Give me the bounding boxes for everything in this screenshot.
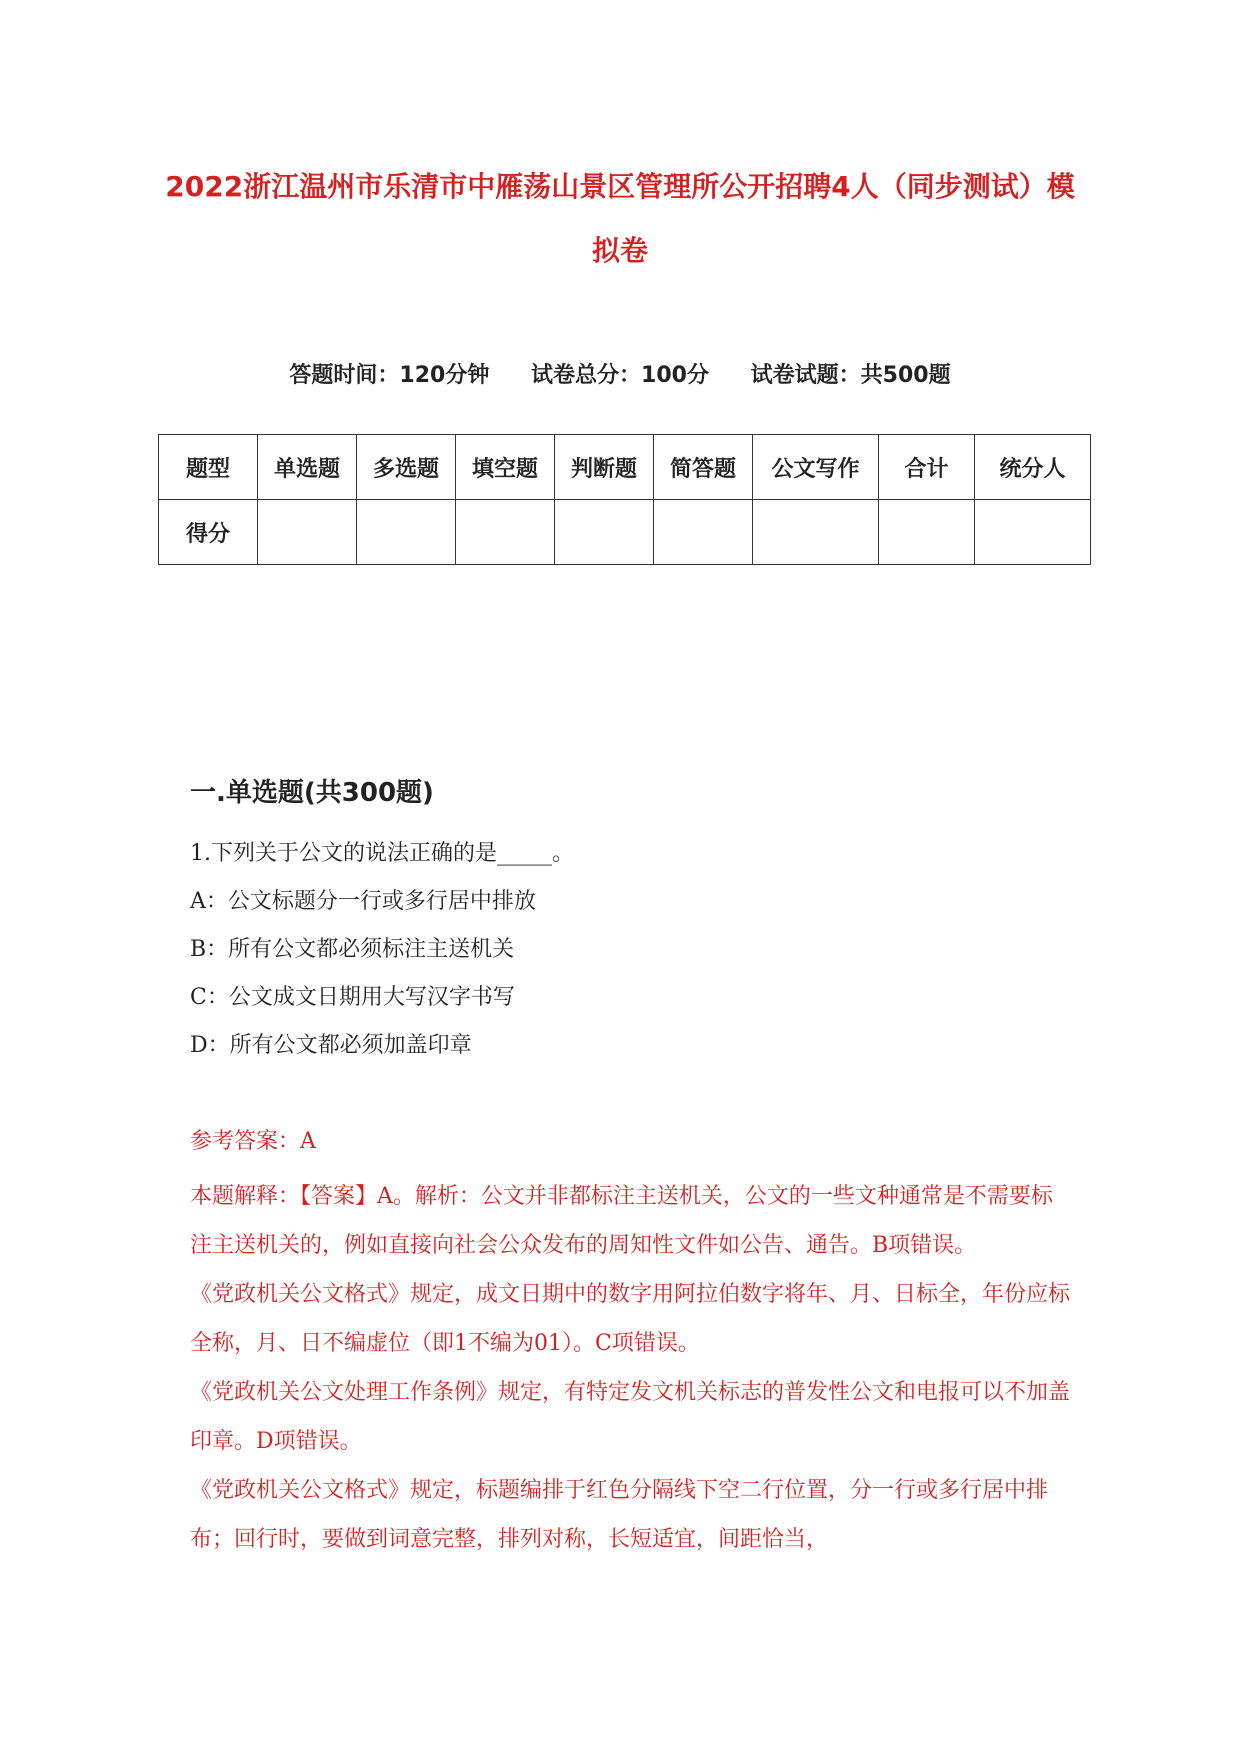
option-b: B：所有公文都必须标注主送机关 [190, 937, 515, 962]
score-table-score-row [159, 500, 1091, 565]
score-cell [555, 500, 654, 565]
option-a: A：公文标题分一行或多行居中排放 [190, 889, 536, 914]
score-cell [879, 500, 975, 565]
score-cell [654, 500, 753, 565]
explanation-paragraph: 《党政机关公文格式》规定，成文日期中的数字用阿拉伯数字将年、月、日标全，年份应标全称，月、日不编虚位（即1不编为01）。C项错误。 [190, 1282, 1071, 1356]
document-title: 2022浙江温州市乐清市中雁荡山景区管理所公开招聘4人（同步测试）模拟卷 [165, 170, 1075, 267]
score-cell [357, 500, 456, 565]
header-cell: 统分人 [975, 435, 1091, 500]
score-table-header-row [159, 435, 1091, 500]
exam-time: 答题时间：120分钟 [289, 363, 490, 388]
header-cell: 合计 [879, 435, 975, 500]
section-title: 一.单选题(共300题) [190, 778, 434, 808]
header-cell: 简答题 [654, 435, 753, 500]
header-cell: 题型 [159, 435, 258, 500]
option-d: D：所有公文都必须加盖印章 [190, 1033, 472, 1058]
option-c: C：公文成文日期用大写汉字书写 [190, 985, 515, 1010]
score-cell [258, 500, 357, 565]
header-cell: 多选题 [357, 435, 456, 500]
explanation [190, 1172, 1070, 1564]
exam-total-score: 试卷总分：100分 [531, 363, 709, 388]
row-label-cell: 得分 [159, 500, 258, 565]
header-cell: 单选题 [258, 435, 357, 500]
score-cell [753, 500, 879, 565]
reference-answer: 参考答案：A [190, 1129, 316, 1154]
explanation-paragraph: 《党政机关公文处理工作条例》规定，有特定发文机关标志的普发性公文和电报可以不加盖印章。D项错误。 [190, 1380, 1071, 1454]
header-cell: 公文写作 [753, 435, 879, 500]
explanation-paragraph: 《党政机关公文格式》规定，标题编排于红色分隔线下空二行位置，分一行或多行居中排布；回行时，要做到词意完整，排列对称，长短适宜，间距恰当， [190, 1478, 1049, 1552]
header-cell: 判断题 [555, 435, 654, 500]
exam-meta [0, 358, 1240, 389]
question-stem: 1.下列关于公文的说法正确的是_____。 [190, 841, 574, 866]
exam-question-count: 试卷试题：共500题 [750, 363, 951, 388]
header-cell: 填空题 [456, 435, 555, 500]
explanation-paragraph: 本题解释：【答案】A。解析：公文并非都标注主送机关，公文的一些文种通常是不需要标注主送机关的，例如直接向社会公众发布的周知性文件如公告、通告。B项错误。 [190, 1184, 1053, 1258]
score-cell [975, 500, 1091, 565]
score-cell [456, 500, 555, 565]
score-table [158, 434, 1091, 565]
